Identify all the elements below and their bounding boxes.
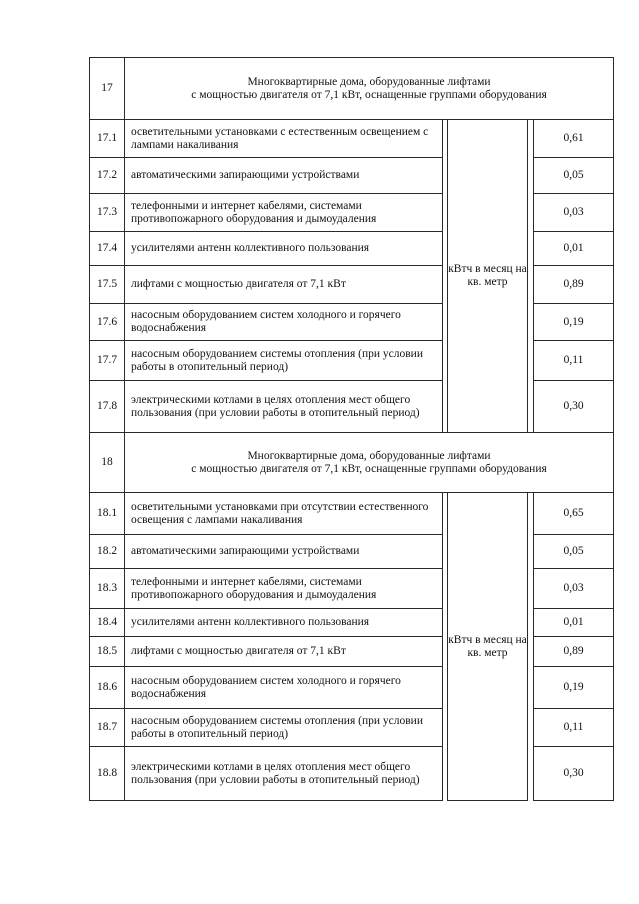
row-value: 0,11: [534, 709, 614, 747]
row-description: электрическими котлами в целях отопления мест общего пользования (при условии работы в отопительный период): [125, 747, 443, 801]
row-description: насосным оборудованием систем холодного и горячего водоснабжения: [125, 667, 443, 709]
table-row: [90, 637, 614, 667]
row-value: 0,03: [534, 194, 614, 232]
row-description: телефонными и интернет кабелями, системами противопожарного оборудования и дымоудаления: [125, 569, 443, 609]
row-value: 0,30: [534, 381, 614, 433]
table-row: [90, 381, 614, 433]
cell-gap: [443, 194, 448, 232]
row-number: 17.2: [90, 158, 125, 194]
cell-gap: [443, 667, 448, 709]
section-title: [125, 433, 614, 493]
row-number: 18.1: [90, 493, 125, 535]
table-row: [90, 609, 614, 637]
section-number: 18: [90, 433, 125, 493]
table-row: [90, 120, 614, 158]
cell-gap: [443, 535, 448, 569]
table-row: [90, 304, 614, 341]
table-row: [90, 158, 614, 194]
row-description: усилителями антенн коллективного пользования: [125, 609, 443, 637]
row-value: 0,61: [534, 120, 614, 158]
table-row: [90, 493, 614, 535]
cell-gap: [443, 158, 448, 194]
table-row: [90, 709, 614, 747]
cell-gap: [443, 637, 448, 667]
row-description: лифтами с мощностью двигателя от 7,1 кВт: [125, 637, 443, 667]
row-description: насосным оборудованием системы отопления (при условии работы в отопительный период): [125, 341, 443, 381]
section-header-row: [90, 433, 614, 493]
row-number: 17.7: [90, 341, 125, 381]
table-row: [90, 341, 614, 381]
cell-gap: [443, 569, 448, 609]
row-description: телефонными и интернет кабелями, системами противопожарного оборудования и дымоудаления: [125, 194, 443, 232]
table-row: [90, 569, 614, 609]
row-number: 17.1: [90, 120, 125, 158]
row-description: автоматическими запирающими устройствами: [125, 535, 443, 569]
row-value: 0,65: [534, 493, 614, 535]
row-description: лифтами с мощностью двигателя от 7,1 кВт: [125, 266, 443, 304]
table-row: [90, 747, 614, 801]
tariff-table: [89, 57, 614, 801]
row-description: электрическими котлами в целях отопления мест общего пользования (при условии работы в отопительный период): [125, 381, 443, 433]
section-title: [125, 58, 614, 120]
table-row: [90, 667, 614, 709]
table-row: [90, 194, 614, 232]
section-number: 17: [90, 58, 125, 120]
row-number: 18.2: [90, 535, 125, 569]
cell-gap: [443, 341, 448, 381]
table-row: [90, 266, 614, 304]
row-number: 17.3: [90, 194, 125, 232]
unit-cell: кВтч в месяц на кв. метр: [448, 120, 528, 433]
row-value: 0,19: [534, 304, 614, 341]
row-description: насосным оборудованием систем холодного и горячего водоснабжения: [125, 304, 443, 341]
row-value: 0,05: [534, 535, 614, 569]
cell-gap: [443, 232, 448, 266]
cell-gap: [443, 709, 448, 747]
row-value: 0,11: [534, 341, 614, 381]
section-title-line2: с мощностью двигателя от 7,1 кВт, оснащенные группами оборудования: [191, 88, 547, 101]
row-description: усилителями антенн коллективного пользования: [125, 232, 443, 266]
table-row: [90, 232, 614, 266]
row-description: осветительными установками с естественным освещением с лампами накаливания: [125, 120, 443, 158]
section-title-line1: Многоквартирные дома, оборудованные лифтами: [247, 75, 491, 88]
unit-cell: кВтч в месяц на кв. метр: [448, 493, 528, 801]
row-description: автоматическими запирающими устройствами: [125, 158, 443, 194]
row-value: 0,05: [534, 158, 614, 194]
row-description: насосным оборудованием системы отопления (при условии работы в отопительный период): [125, 709, 443, 747]
row-number: 17.6: [90, 304, 125, 341]
row-value: 0,19: [534, 667, 614, 709]
row-value: 0,89: [534, 637, 614, 667]
section-title-line2: с мощностью двигателя от 7,1 кВт, оснащенные группами оборудования: [191, 462, 547, 475]
row-number: 17.4: [90, 232, 125, 266]
cell-gap: [443, 381, 448, 433]
row-value: 0,01: [534, 232, 614, 266]
row-value: 0,89: [534, 266, 614, 304]
row-value: 0,30: [534, 747, 614, 801]
cell-gap: [443, 747, 448, 801]
cell-gap: [443, 304, 448, 341]
row-value: 0,01: [534, 609, 614, 637]
section-title-line1: Многоквартирные дома, оборудованные лифтами: [247, 449, 491, 462]
table-row: [90, 535, 614, 569]
row-number: 18.5: [90, 637, 125, 667]
tariff-table-body: [90, 58, 614, 801]
section-header-row: [90, 58, 614, 120]
row-number: 18.7: [90, 709, 125, 747]
row-value: 0,03: [534, 569, 614, 609]
row-number: 18.4: [90, 609, 125, 637]
row-number: 17.8: [90, 381, 125, 433]
row-number: 17.5: [90, 266, 125, 304]
row-number: 18.8: [90, 747, 125, 801]
cell-gap: [443, 266, 448, 304]
row-description: осветительными установками при отсутствии естественного освещения с лампами накаливания: [125, 493, 443, 535]
row-number: 18.6: [90, 667, 125, 709]
row-number: 18.3: [90, 569, 125, 609]
cell-gap: [443, 609, 448, 637]
